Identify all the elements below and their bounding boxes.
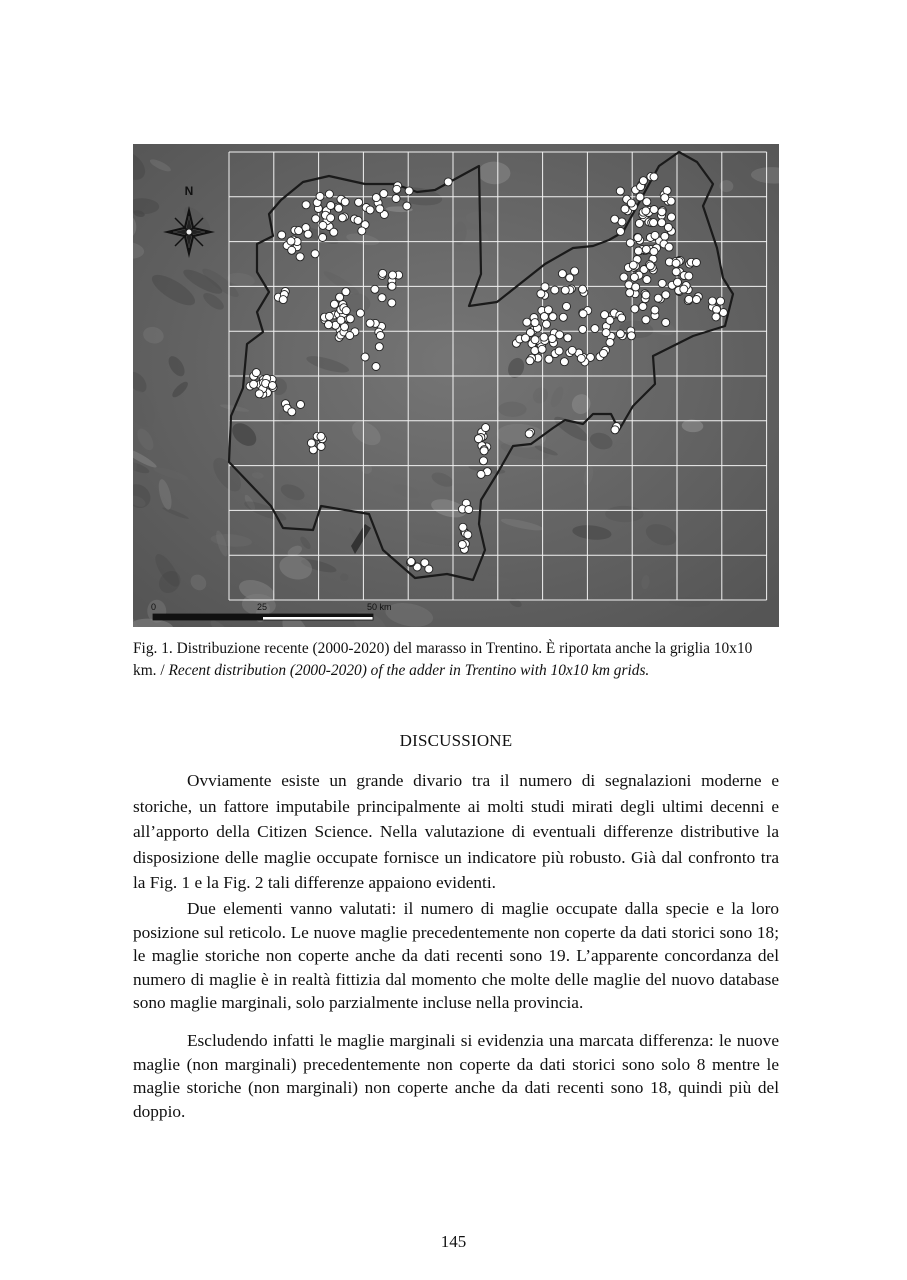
observation-point: [642, 207, 650, 215]
observation-point: [555, 347, 563, 355]
observation-point: [458, 541, 466, 549]
scale-label-25: 25: [257, 602, 268, 612]
observation-point: [551, 286, 559, 294]
observation-point: [577, 354, 585, 362]
observation-point: [630, 273, 638, 281]
observation-point: [335, 204, 343, 212]
observation-point: [480, 447, 488, 455]
observation-point: [425, 565, 433, 573]
observation-point: [480, 457, 488, 465]
observation-point: [538, 345, 546, 353]
observation-point: [616, 330, 624, 338]
observation-point: [674, 278, 682, 286]
observation-point: [346, 332, 354, 340]
observation-point: [317, 432, 325, 440]
observation-point: [617, 227, 625, 235]
observation-point: [545, 355, 553, 363]
observation-point: [600, 349, 608, 357]
observation-point: [531, 319, 539, 327]
observation-point: [304, 230, 312, 238]
observation-point: [459, 523, 467, 531]
observation-point: [579, 325, 587, 333]
observation-point: [646, 262, 654, 270]
observation-point: [464, 531, 472, 539]
observation-point: [378, 294, 386, 302]
map-svg: [133, 144, 779, 627]
observation-point: [559, 313, 567, 321]
observation-point: [380, 190, 388, 198]
observation-point: [712, 313, 720, 321]
observation-point: [371, 285, 379, 293]
observation-point: [661, 232, 669, 240]
observation-point: [407, 558, 415, 566]
observation-point: [642, 316, 650, 324]
observation-point: [372, 363, 380, 371]
observation-point: [296, 253, 304, 261]
paragraph-1: Ovviamente esiste un grande divario tra il numero di segnalazioni moderne e storiche, un fattore imputabile principalmente ai molti studi mirati degli ultimi decenni e all’apporto della Citizen Science. Nella valutazione di eventuali differenze distributive la disposizione delle maglie occupate fornisce un indicatore più robusto. Già dal confronto tra la Fig. 1 e la Fig. 2 tali differenze appaiono evidenti.: [133, 771, 779, 892]
observation-point: [560, 358, 568, 366]
observation-point: [606, 338, 614, 346]
observation-point: [591, 325, 599, 333]
observation-point: [355, 198, 363, 206]
observation-point: [651, 231, 659, 239]
scale-label-50: 50 km: [367, 602, 392, 612]
observation-point: [307, 439, 315, 447]
observation-point: [366, 206, 374, 214]
observation-point: [672, 268, 680, 276]
observation-point: [627, 199, 635, 207]
observation-point: [388, 282, 396, 290]
caption-italian: Fig. 1. Distribuzione recente (2000-2020) del marasso in Trentino. È riportata anche la griglia 10x10 km. /: [133, 640, 753, 679]
observation-point: [372, 194, 380, 202]
observation-point: [297, 401, 305, 409]
observation-point: [672, 259, 680, 267]
observation-point: [336, 293, 344, 301]
observation-point: [579, 285, 587, 293]
observation-point: [252, 369, 260, 377]
observation-point: [629, 261, 637, 269]
observation-point: [558, 270, 566, 278]
observation-point: [325, 321, 333, 329]
observation-point: [302, 201, 310, 209]
observation-point: [606, 316, 614, 324]
observation-point: [650, 248, 658, 256]
observation-point: [330, 228, 338, 236]
observation-point: [312, 215, 320, 223]
caption-english: Recent distribution (2000-2020) of the adder in Trentino with 10x10 km grids.: [168, 662, 650, 679]
observation-point: [540, 333, 548, 341]
observation-point: [388, 299, 396, 307]
observation-point: [288, 408, 296, 416]
observation-point: [393, 185, 401, 193]
observation-point: [327, 202, 335, 210]
observation-point: [618, 314, 626, 322]
observation-point: [685, 295, 693, 303]
observation-point: [566, 274, 574, 282]
observation-point: [325, 312, 333, 320]
observation-point: [664, 223, 672, 231]
observation-point: [319, 221, 327, 229]
observation-point: [556, 331, 564, 339]
observation-point: [658, 208, 666, 216]
observation-point: [341, 198, 349, 206]
observation-point: [482, 424, 490, 432]
observation-point: [650, 206, 658, 214]
observation-point: [361, 353, 369, 361]
observation-point: [634, 247, 642, 255]
observation-point: [444, 178, 452, 186]
observation-point: [330, 300, 338, 308]
observation-point: [288, 246, 296, 254]
observation-point: [626, 289, 634, 297]
observation-point: [375, 343, 383, 351]
observation-point: [465, 506, 473, 514]
observation-point: [477, 470, 485, 478]
observation-point: [356, 309, 364, 317]
observation-point: [713, 306, 721, 314]
observation-point: [635, 219, 643, 227]
observation-point: [338, 214, 346, 222]
observation-point: [692, 259, 700, 267]
paragraph-3: Escludendo infatti le maglie marginali si evidenzia una marcata differenza: le nuove maglie (non marginali) precedentemente non coperte da dati storici sono solo 8 mentre le maglie storiche (non marginali) non coperte anche da dati recenti sono 18, quindi più del doppio.: [133, 1031, 779, 1121]
observation-point: [627, 332, 635, 340]
observation-point: [389, 271, 397, 279]
observation-point: [358, 227, 366, 235]
observation-point: [523, 318, 531, 326]
observation-point: [537, 290, 545, 298]
observation-point: [311, 250, 319, 258]
observation-point: [526, 357, 534, 365]
observation-point: [342, 307, 350, 315]
observation-point: [568, 346, 576, 354]
north-label: N: [184, 184, 194, 198]
observation-point: [521, 334, 529, 342]
observation-point: [680, 285, 688, 293]
observation-point: [392, 195, 400, 203]
observation-point: [295, 227, 303, 235]
observation-point: [579, 310, 587, 318]
observation-point: [662, 291, 670, 299]
observation-point: [602, 329, 610, 337]
observation-point: [665, 243, 673, 251]
observation-point: [563, 302, 571, 310]
observation-point: [376, 205, 384, 213]
observation-point: [650, 173, 658, 181]
observation-point: [661, 194, 669, 202]
observation-point: [403, 202, 411, 210]
scale-label-0: 0: [151, 602, 157, 612]
observation-point: [621, 205, 629, 213]
observation-point: [316, 192, 324, 200]
observation-point: [571, 267, 579, 275]
figure-caption: [133, 638, 779, 682]
observation-point: [662, 319, 670, 327]
observation-point: [366, 319, 374, 327]
observation-point: [639, 177, 647, 185]
observation-point: [325, 190, 333, 198]
observation-point: [250, 380, 258, 388]
observation-point: [654, 294, 662, 302]
observation-point: [354, 216, 362, 224]
observation-point: [376, 332, 384, 340]
observation-point: [525, 430, 533, 438]
observation-point: [379, 269, 387, 277]
observation-point: [693, 296, 701, 304]
observation-point: [658, 279, 666, 287]
observation-point: [337, 316, 345, 324]
observation-point: [631, 305, 639, 313]
observation-point: [611, 215, 619, 223]
observation-point: [255, 390, 263, 398]
observation-point: [611, 426, 619, 434]
observation-point: [561, 286, 569, 294]
observation-point: [346, 315, 354, 323]
observation-point: [544, 306, 552, 314]
observation-point: [651, 306, 659, 314]
observation-point: [708, 297, 716, 305]
observation-point: [531, 336, 539, 344]
page-number: 145: [440, 1232, 467, 1251]
observation-point: [634, 234, 642, 242]
observation-point: [548, 335, 556, 343]
observation-point: [643, 276, 651, 284]
observation-point: [268, 382, 276, 390]
observation-point: [317, 443, 325, 451]
observation-point: [287, 237, 295, 245]
paragraph-2: Due elementi vanno valutati: il numero di maglie occupate dalla specie e la loro posizione sul reticolo. Le nuove maglie precedentemente non coperte da dati storici sono 18; le maglie storiche non coperte anche da dati recenti sono 19. L’apparente concordanza del numero di maglie è in realtà fittizia dal momento che molte delle maglie del nuovo database sono maglie marginali, solo parzialmente incluse nella provincia.: [133, 899, 779, 1012]
observation-point: [642, 245, 650, 253]
section-heading: DISCUSSIONE: [399, 731, 513, 750]
observation-point: [639, 303, 647, 311]
observation-point: [626, 239, 634, 247]
observation-point: [405, 187, 413, 195]
satellite-background: [133, 144, 779, 627]
observation-point: [620, 273, 628, 281]
observation-point: [685, 272, 693, 280]
observation-point: [542, 320, 550, 328]
distribution-map-figure: [133, 144, 779, 627]
observation-point: [650, 219, 658, 227]
observation-point: [636, 193, 644, 201]
observation-point: [564, 334, 572, 342]
observation-point: [279, 296, 287, 304]
observation-point: [475, 435, 483, 443]
observation-point: [717, 297, 725, 305]
scale-bar: [153, 614, 373, 620]
observation-point: [616, 187, 624, 195]
observation-point: [668, 213, 676, 221]
observation-point: [642, 291, 650, 299]
observation-point: [327, 214, 335, 222]
observation-point: [319, 234, 327, 242]
observation-point: [278, 231, 286, 239]
